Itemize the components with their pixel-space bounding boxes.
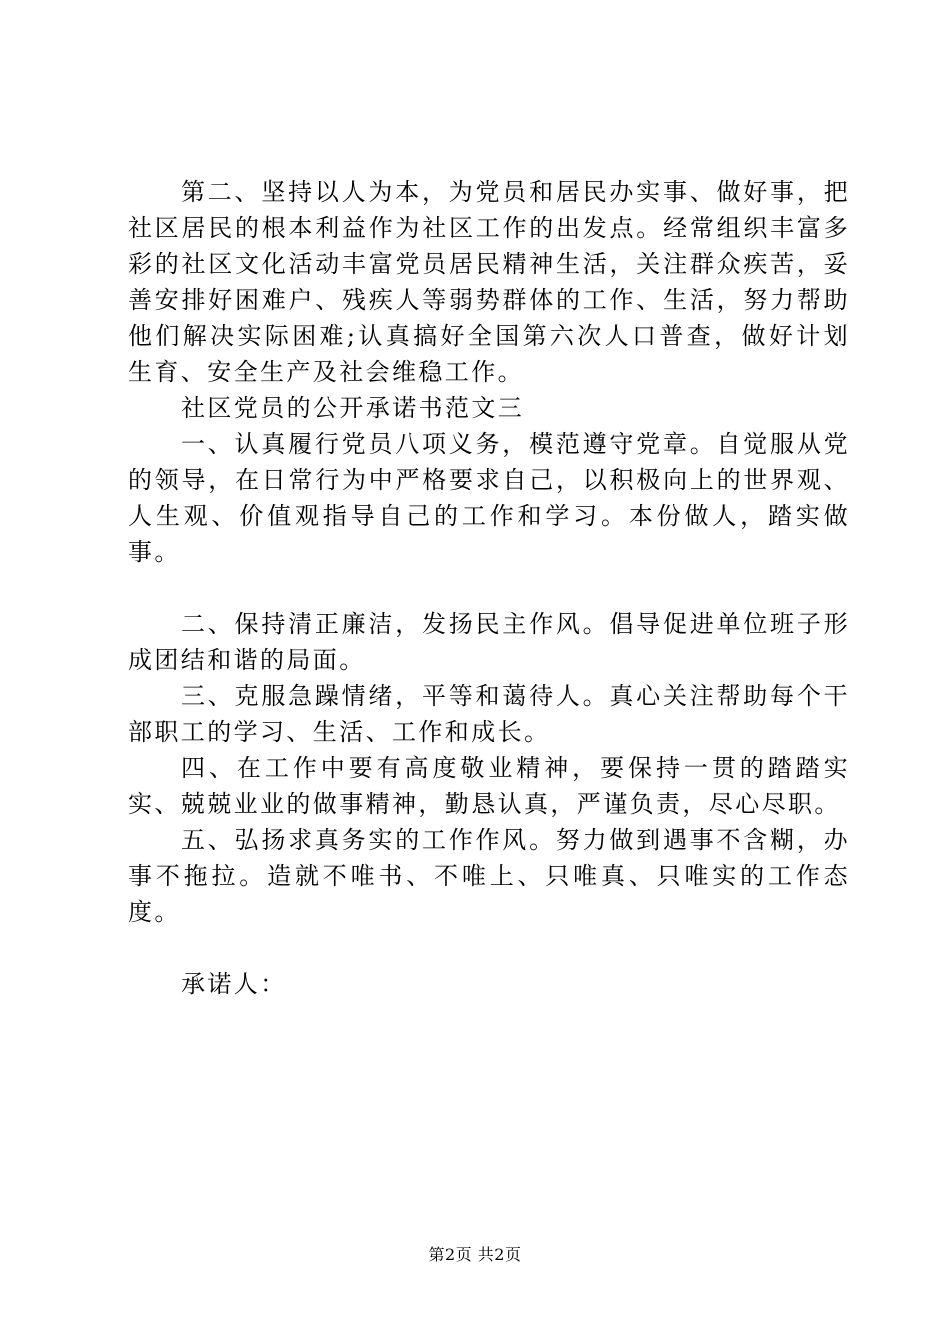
paragraph-spacer <box>128 570 850 606</box>
paragraph-second-principle: 第二、坚持以人为本，为党员和居民办实事、做好事，把社区居民的根本利益作为社区工作的出发点。经常组织丰富多彩的社区文化活动丰富党员居民精神生活，关注群众疾苦，妥善安排好困难户、残疾人等弱势群体的工作、生活，努力帮助他们解决实际困难;认真搞好全国第六次人口普查，做好计划生育、安全生产及社会维稳工作。 <box>128 178 850 386</box>
paragraph-commitment-5: 五、弘扬求真务实的工作作风。努力做到遇事不含糊，办事不拖拉。造就不唯书、不唯上、只唯真、只唯实的工作态度。 <box>128 826 850 926</box>
page-footer: 第2页 共2页 <box>428 1245 522 1264</box>
paragraph-commitment-3: 三、克服急躁情绪，平等和蔼待人。真心关注帮助每个干部职工的学习、生活、工作和成长。 <box>128 682 850 746</box>
document-body <box>128 174 850 1002</box>
paragraph-commitment-4: 四、在工作中要有高度敬业精神，要保持一贯的踏踏实实、兢兢业业的做事精神，勤恳认真，严谨负责，尽心尽职。 <box>128 754 850 818</box>
paragraph-commitment-1: 一、认真履行党员八项义务，模范遵守党章。自觉服从党的领导，在日常行为中严格要求自己，以积极向上的世界观、人生观、价值观指导自己的工作和学习。本份做人，踏实做事。 <box>128 430 850 566</box>
signature-label: 承诺人： <box>181 970 287 998</box>
paragraph-commitment-2: 二、保持清正廉洁，发扬民主作风。倡导促进单位班子形成团结和谐的局面。 <box>128 610 850 674</box>
signature-spacer <box>128 930 850 966</box>
section-heading: 社区党员的公开承诺书范文三 <box>181 394 525 422</box>
